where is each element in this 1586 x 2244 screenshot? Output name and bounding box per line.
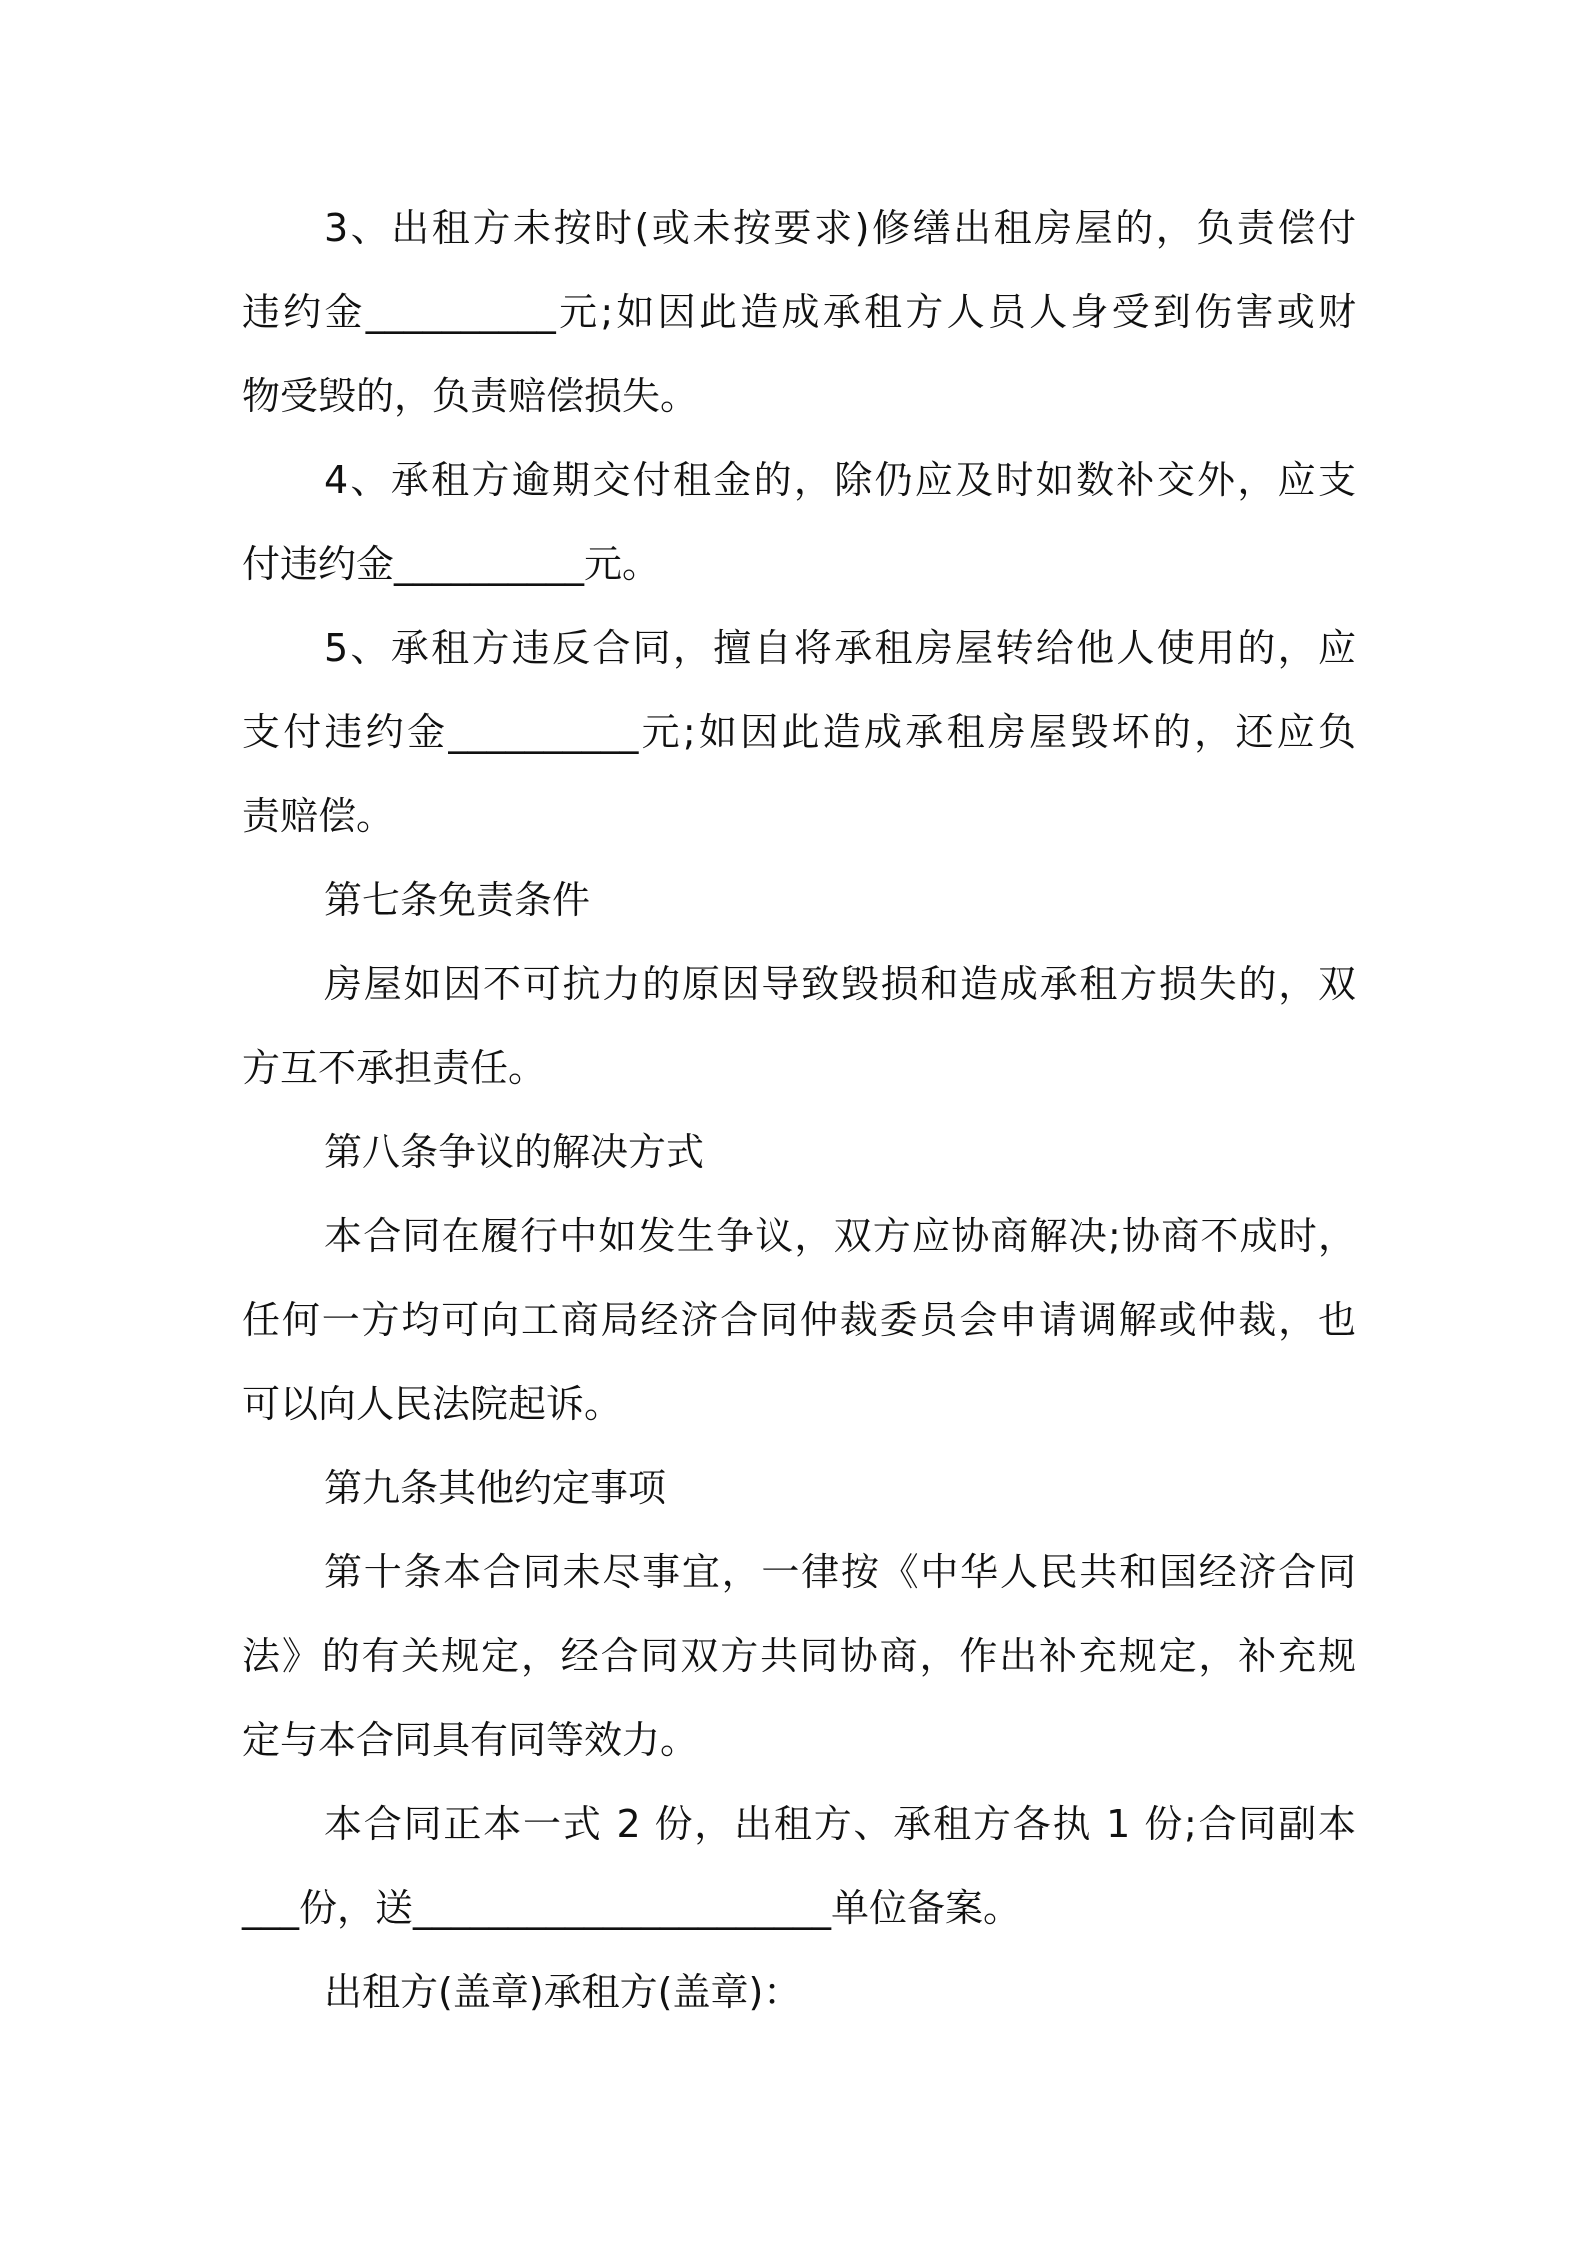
text-line: 5、承租方违反合同，擅自将承租房屋转给他人使用的，应 bbox=[324, 626, 1356, 670]
clause-paragraph-copies bbox=[242, 1782, 1356, 1950]
text-line: 房屋如因不可抗力的原因导致毁损和造成承租方损失的，双 bbox=[324, 962, 1356, 1006]
text-line: 3、出租方未按时(或未按要求)修缮出租房屋的，负责偿付 bbox=[324, 206, 1356, 250]
text-line: 可以向人民法院起诉。 bbox=[242, 1382, 623, 1426]
text-line: 本合同在履行中如发生争议，双方应协商解决;协商不成时， bbox=[324, 1214, 1356, 1258]
heading-line: 第九条其他约定事项 bbox=[324, 1466, 667, 1510]
text-line: 4、承租方逾期交付租金的，除仍应及时如数补交外，应支 bbox=[324, 458, 1356, 502]
clause-paragraph-dispute-resolution bbox=[242, 1194, 1356, 1446]
document-body bbox=[242, 186, 1356, 2034]
text-line: 任何一方均可向工商局经济合同仲裁委员会申请调解或仲裁，也 bbox=[242, 1298, 1356, 1342]
signature-text: 出租方(盖章)承租方(盖章)： bbox=[324, 1970, 802, 2014]
text-line: 方互不承担责任。 bbox=[242, 1046, 547, 1090]
section-heading-article-7 bbox=[242, 858, 1356, 942]
heading-line: 第七条免责条件 bbox=[324, 878, 591, 922]
text-line: 第十条本合同未尽事宜，一律按《中华人民共和国经济合同 bbox=[324, 1550, 1356, 1594]
text-line: 定与本合同具有同等效力。 bbox=[242, 1718, 699, 1762]
text-line: 付违约金__________元。 bbox=[242, 542, 661, 586]
text-line: 违约金__________元;如因此造成承租方人员人身受到伤害或财 bbox=[242, 290, 1356, 334]
clause-paragraph-landlord-repair-penalty bbox=[242, 186, 1356, 438]
section-heading-article-9 bbox=[242, 1446, 1356, 1530]
text-line: ___份，送______________________单位备案。 bbox=[242, 1886, 1022, 1930]
text-line: 支付违约金__________元;如因此造成承租房屋毁坏的，还应负 bbox=[242, 710, 1356, 754]
text-line: 责赔偿。 bbox=[242, 794, 395, 838]
clause-paragraph-sublet-penalty bbox=[242, 606, 1356, 858]
text-line: 物受毁的，负责赔偿损失。 bbox=[242, 374, 699, 418]
clause-paragraph-article-10 bbox=[242, 1530, 1356, 1782]
section-heading-article-8 bbox=[242, 1110, 1356, 1194]
heading-line: 第八条争议的解决方式 bbox=[324, 1130, 705, 1174]
clause-paragraph-late-rent-penalty bbox=[242, 438, 1356, 606]
signature-line bbox=[242, 1950, 1356, 2034]
text-line: 本合同正本一式 2 份，出租方、承租方各执 1 份;合同副本 bbox=[324, 1802, 1356, 1846]
clause-paragraph-force-majeure bbox=[242, 942, 1356, 1110]
text-line: 法》的有关规定，经合同双方共同协商，作出补充规定，补充规 bbox=[242, 1634, 1356, 1678]
